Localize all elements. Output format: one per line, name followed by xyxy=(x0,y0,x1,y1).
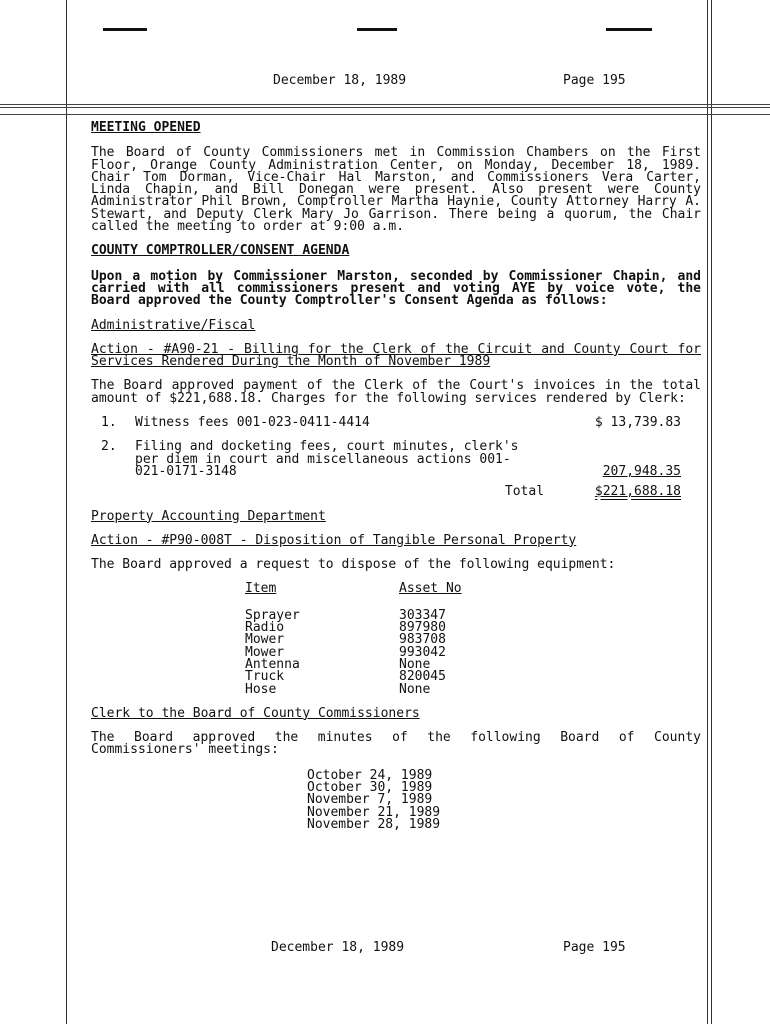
top-mark-right xyxy=(606,28,652,31)
clerk-text: The Board approved the minutes of the following Board of County Commissioners' meetings: xyxy=(91,730,701,758)
header-rule-2 xyxy=(0,107,770,108)
minutes-date: November 28, 1989 xyxy=(307,816,441,832)
asset-column-header: Asset No xyxy=(399,581,462,597)
header-page: Page 195 xyxy=(563,73,626,88)
total-amount: $221,688.18 xyxy=(594,484,681,500)
equipment-item: Mower xyxy=(245,632,285,648)
right-margin-line-2 xyxy=(711,0,712,1024)
top-mark-center xyxy=(357,28,397,31)
equipment-row xyxy=(245,607,701,623)
footer-page: Page 195 xyxy=(563,940,626,955)
equipment-asset-no: 897980 xyxy=(399,620,446,636)
item-column-header: Item xyxy=(245,581,277,597)
minutes-date: November 7, 1989 xyxy=(307,792,433,808)
property-action-title: Action - #P90-008T - Disposition of Tangible Personal Property xyxy=(91,532,577,548)
equipment-table xyxy=(245,583,701,695)
left-margin-line xyxy=(66,0,67,1024)
equipment-row xyxy=(245,644,701,660)
footer-date: December 18, 1989 xyxy=(271,940,405,955)
header-rule-3 xyxy=(0,114,770,115)
clerk-heading: Clerk to the Board of County Commissioners xyxy=(91,705,420,721)
billing-total xyxy=(91,486,701,498)
equipment-row xyxy=(245,656,701,672)
equipment-asset-no: 983708 xyxy=(399,632,446,648)
meeting-opened-heading: MEETING OPENED xyxy=(91,120,201,135)
header-date: December 18, 1989 xyxy=(273,73,407,88)
billing-item-number: 1. xyxy=(101,415,117,431)
billing-text: The Board approved payment of the Clerk of the Court's invoices in the total amount of $221,688.18. Charges for the following services rendered by Clerk: xyxy=(91,378,701,406)
equipment-item: Mower xyxy=(245,644,285,660)
billing-item-number: 2. xyxy=(101,439,117,455)
equipment-asset-no: 993042 xyxy=(399,644,446,660)
equipment-row xyxy=(245,634,701,646)
billing-item-description: Filing and docketing fees, court minutes, clerk's per diem in court and miscellaneous actions 001-021-0171-3148 xyxy=(135,439,519,479)
equipment-asset-no: 820045 xyxy=(399,669,446,685)
minutes-date: October 30, 1989 xyxy=(307,779,433,795)
equipment-row xyxy=(245,622,701,634)
equipment-item: Hose xyxy=(245,681,277,697)
consent-agenda-heading: COUNTY COMPTROLLER/CONSENT AGENDA xyxy=(91,243,350,259)
equipment-asset-no: 303347 xyxy=(399,607,446,623)
property-heading: Property Accounting Department xyxy=(91,508,326,524)
property-text: The Board approved a request to dispose of the following equipment: xyxy=(91,557,616,573)
consent-agenda-motion: Upon a motion by Commissioner Marston, seconded by Commissioner Chapin, and carried with all commissioners present and voting AYE by voice vote, the Board approved the County Comptroller's Consent Agenda as follows: xyxy=(91,268,701,309)
minutes-date: October 24, 1989 xyxy=(307,767,433,783)
equipment-item: Antenna xyxy=(245,656,300,672)
billing-item-amount: $ 13,739.83 xyxy=(594,415,681,431)
billing-item xyxy=(91,417,701,429)
billing-item xyxy=(91,441,701,478)
equipment-item: Truck xyxy=(245,669,285,685)
equipment-item: Radio xyxy=(245,620,285,636)
minutes-date-list xyxy=(307,767,701,832)
equipment-row xyxy=(245,681,701,697)
billing-action-title: Action - #A90-21 - Billing for the Clerk of the Circuit and County Court for Services Rendered During the Month of November 1989 xyxy=(91,341,701,370)
top-mark-left xyxy=(103,28,147,31)
total-label: Total xyxy=(504,484,545,500)
right-margin-line xyxy=(707,0,708,1024)
equipment-header xyxy=(245,583,701,595)
meeting-opened-text: The Board of County Commissioners met in Commission Chambers on the First Floor, Orange County Administration Center, on Monday, December 18, 1989. Chair Tom Dorman, Vice-Chair Hal Marston, and Commissioners Vera Carter, Linda Chapin, and Bill Donegan were present. Also present were County Administrator Phil Brown, Comptroller Martha Haynie, County Attorney Harry A. Stewart, and Deputy Clerk Mary Jo Garrison. There being a quorum, the Chair called the meeting to order at 9:00 a.m. xyxy=(91,145,701,235)
equipment-asset-no: None xyxy=(399,656,431,672)
admin-fiscal-heading: Administrative/Fiscal xyxy=(91,317,256,333)
equipment-asset-no: None xyxy=(399,681,431,697)
minutes-date: November 21, 1989 xyxy=(307,804,441,820)
billing-item-amount: 207,948.35 xyxy=(602,463,681,479)
equipment-item: Sprayer xyxy=(245,607,300,623)
billing-item-description: Witness fees 001-023-0411-4414 xyxy=(135,415,370,431)
equipment-row xyxy=(245,671,701,683)
document-body xyxy=(91,122,701,831)
header-rule-1 xyxy=(0,104,770,105)
